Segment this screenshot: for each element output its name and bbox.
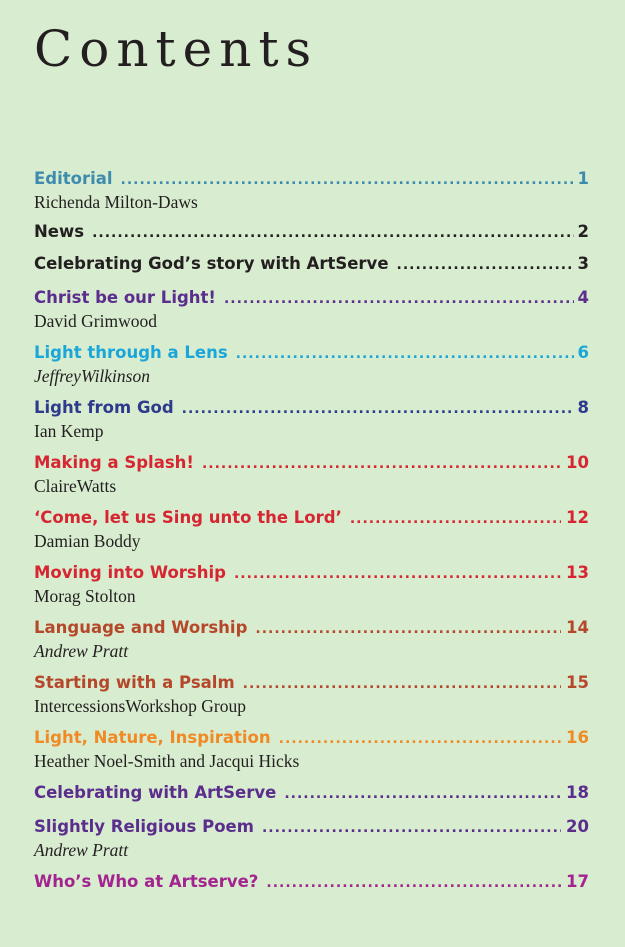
toc-entry-title: Starting with a Psalm — [34, 673, 235, 692]
toc-entry-author: Richenda Milton-Daws — [34, 192, 198, 212]
dot-leader — [234, 561, 561, 587]
toc-entry[interactable] — [34, 560, 589, 609]
toc-entry[interactable] — [34, 166, 589, 215]
toc-entry-line — [34, 780, 589, 806]
toc-entry-line — [34, 505, 589, 531]
dot-leader — [266, 870, 561, 896]
toc-entry-title: Editorial — [34, 169, 113, 188]
toc-entry[interactable] — [34, 285, 589, 334]
toc-entry[interactable] — [34, 780, 589, 806]
toc-entry-title: ‘Come, let us Sing unto the Lord’ — [34, 508, 342, 527]
toc-entry-page-number: 10 — [566, 453, 589, 472]
toc-entry-title: News — [34, 222, 85, 241]
dot-leader — [350, 506, 561, 532]
toc-entry[interactable] — [34, 251, 589, 277]
toc-entry-title: Light from God — [34, 398, 174, 417]
toc-entry-author: Andrew Pratt — [34, 840, 129, 860]
toc-entry-page-number: 6 — [577, 343, 589, 362]
table-of-contents — [34, 166, 589, 895]
dot-leader — [182, 396, 574, 422]
toc-entry[interactable] — [34, 814, 589, 863]
toc-entry-page-number: 18 — [566, 783, 589, 802]
toc-entry[interactable] — [34, 450, 589, 499]
dot-leader — [255, 616, 561, 642]
toc-entry-author: IntercessionsWorkshop Group — [34, 696, 246, 716]
toc-entry-author: ClaireWatts — [34, 476, 117, 496]
toc-entry[interactable] — [34, 725, 589, 774]
toc-entry[interactable] — [34, 340, 589, 389]
toc-entry[interactable] — [34, 615, 589, 664]
toc-entry-page-number: 1 — [577, 169, 589, 188]
toc-entry[interactable] — [34, 395, 589, 444]
toc-entry-page-number: 2 — [577, 222, 589, 241]
toc-entry-page-number: 20 — [566, 817, 589, 836]
dot-leader — [224, 286, 574, 312]
dot-leader — [92, 220, 573, 246]
toc-entry[interactable] — [34, 505, 589, 554]
toc-entry[interactable] — [34, 219, 589, 245]
toc-entry-page-number: 15 — [566, 673, 589, 692]
toc-entry-page-number: 16 — [566, 728, 589, 747]
dot-leader — [202, 451, 561, 477]
toc-entry-line — [34, 251, 589, 277]
toc-entry-author: David Grimwood — [34, 311, 157, 331]
toc-entry-title: Slightly Religious Poem — [34, 817, 254, 836]
toc-entry-title: Light through a Lens — [34, 343, 228, 362]
toc-entry-author: Heather Noel-Smith and Jacqui Hicks — [34, 751, 300, 771]
toc-entry-title: Celebrating God’s story with ArtServe — [34, 254, 389, 273]
toc-entry-line — [34, 869, 589, 895]
toc-entry-page-number: 8 — [577, 398, 589, 417]
toc-entry-line — [34, 285, 589, 311]
toc-entry-title: Light, Nature, Inspiration — [34, 728, 271, 747]
toc-entry-line — [34, 814, 589, 840]
toc-entry-line — [34, 166, 589, 192]
dot-leader — [243, 671, 561, 697]
toc-entry[interactable] — [34, 670, 589, 719]
toc-entry-page-number: 17 — [566, 872, 589, 891]
toc-entry-line — [34, 450, 589, 476]
toc-entry-line — [34, 725, 589, 751]
toc-entry-author: JeffreyWilkinson — [34, 366, 150, 386]
toc-entry-title: Making a Splash! — [34, 453, 194, 472]
toc-entry-title: Celebrating with ArtServe — [34, 783, 277, 802]
toc-entry-page-number: 14 — [566, 618, 589, 637]
toc-entry-title: Language and Worship — [34, 618, 248, 637]
toc-entry-line — [34, 670, 589, 696]
toc-entry[interactable] — [34, 869, 589, 895]
dot-leader — [262, 815, 561, 841]
toc-entry-author: Ian Kemp — [34, 421, 104, 441]
toc-entry-page-number: 12 — [566, 508, 589, 527]
toc-entry-author: Damian Boddy — [34, 531, 141, 551]
page-title: Contents — [34, 20, 319, 78]
toc-entry-page-number: 4 — [577, 288, 589, 307]
dot-leader — [284, 781, 561, 807]
toc-entry-page-number: 13 — [566, 563, 589, 582]
toc-entry-line — [34, 560, 589, 586]
toc-entry-title: Christ be our Light! — [34, 288, 216, 307]
toc-entry-line — [34, 340, 589, 366]
toc-entry-title: Who’s Who at Artserve? — [34, 872, 259, 891]
toc-entry-line — [34, 615, 589, 641]
toc-entry-author: Andrew Pratt — [34, 641, 129, 661]
toc-entry-author: Morag Stolton — [34, 586, 136, 606]
toc-entry-title: Moving into Worship — [34, 563, 226, 582]
toc-entry-line — [34, 395, 589, 421]
dot-leader — [279, 726, 561, 752]
dot-leader — [397, 252, 574, 278]
toc-entry-page-number: 3 — [577, 254, 589, 273]
dot-leader — [236, 341, 574, 367]
dot-leader — [121, 167, 574, 193]
toc-entry-line — [34, 219, 589, 245]
